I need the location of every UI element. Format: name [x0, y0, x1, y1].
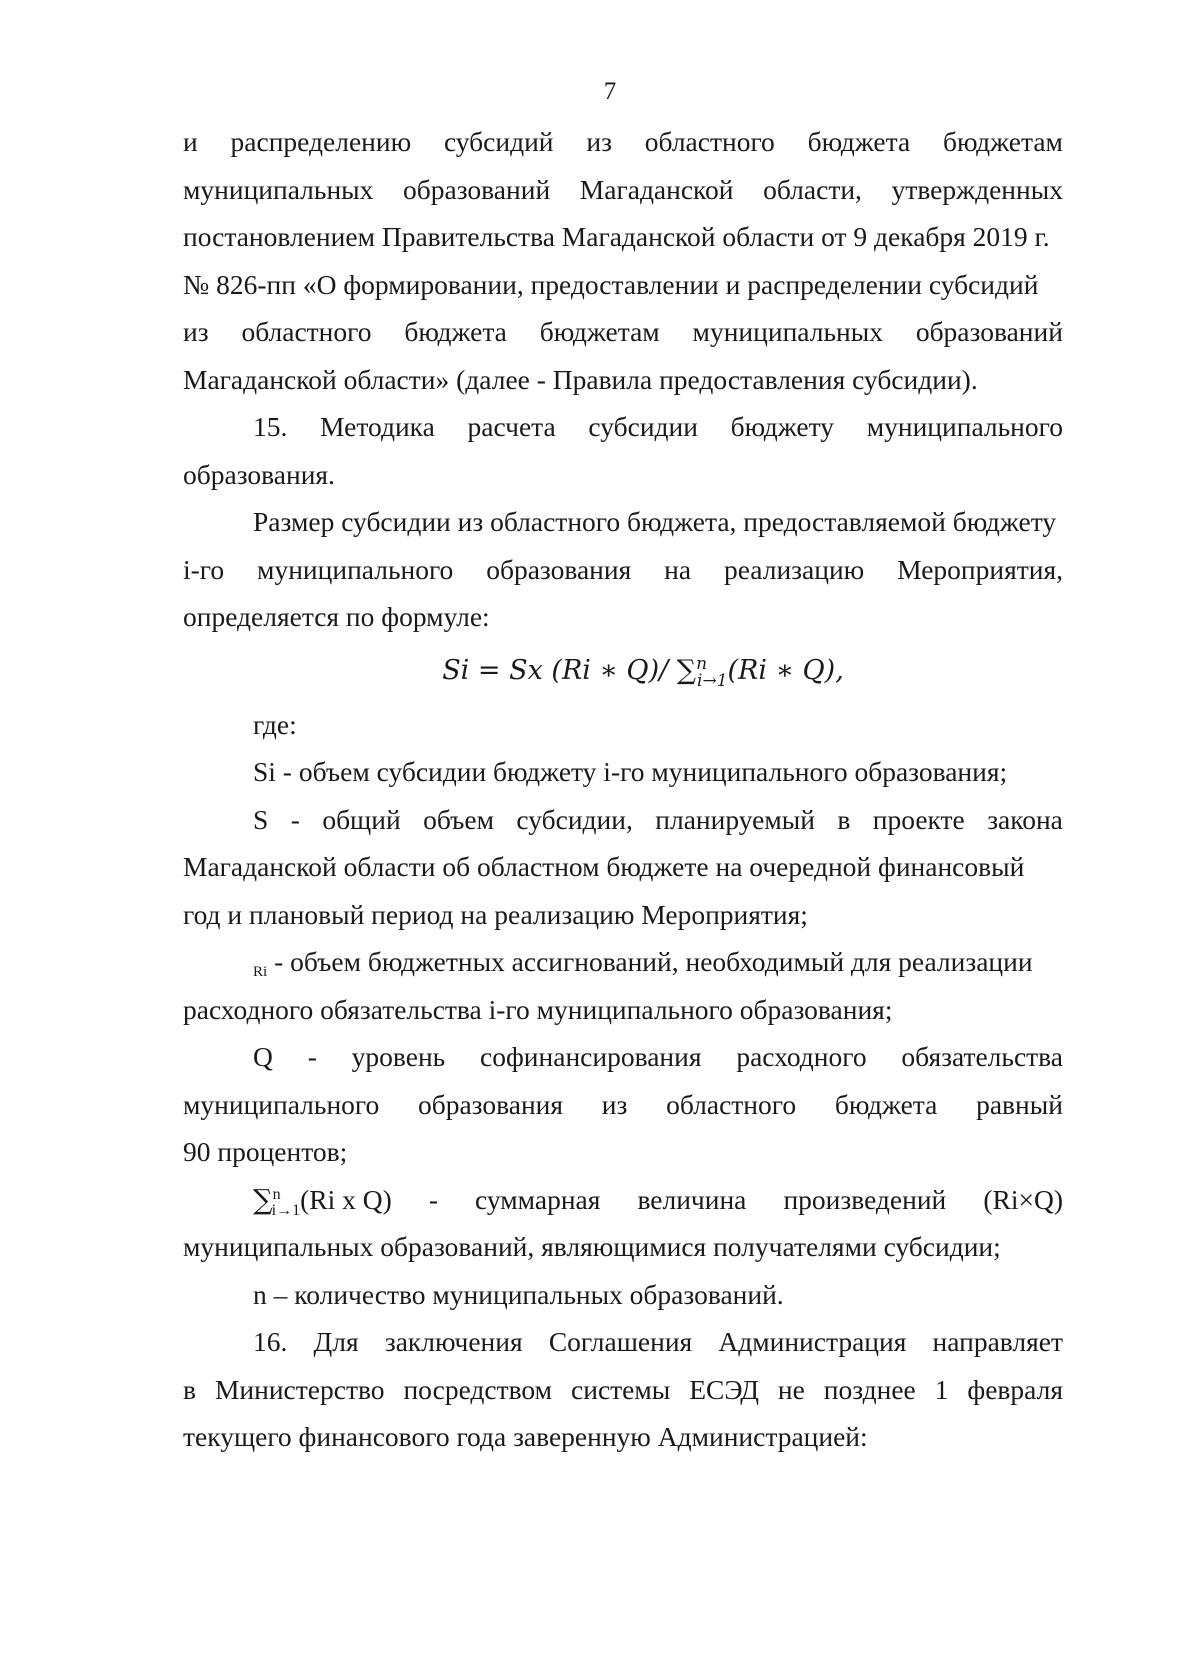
word: объем — [423, 803, 494, 835]
word: и — [183, 126, 198, 157]
word: софинансирования — [480, 1041, 702, 1072]
definition-s — [183, 796, 1063, 844]
page-number: 7 — [603, 78, 617, 105]
word: планируемый — [655, 803, 815, 835]
text-line: № 826-пп «О формировании, предоставлении и распределении субсидий — [183, 268, 1039, 300]
word: Администрация — [718, 1326, 907, 1357]
word: Для — [313, 1326, 359, 1357]
word: субсидий — [443, 126, 554, 157]
formula-sum-lower: i→1 — [697, 670, 728, 691]
formula-right: (Ri ∗ Q), — [727, 654, 844, 686]
word: муниципального — [183, 1088, 380, 1120]
word: суммарная — [475, 1183, 601, 1215]
word: Магаданской — [579, 173, 734, 205]
word: общий — [322, 803, 401, 835]
word: направляет — [932, 1326, 1063, 1357]
word: областного — [241, 316, 372, 347]
word: заключения — [384, 1326, 523, 1357]
word: из — [586, 126, 612, 157]
word: на — [664, 553, 692, 585]
text-line — [183, 308, 1063, 356]
word: - — [307, 1041, 317, 1072]
word: бюджета — [834, 1088, 938, 1120]
word: - — [428, 1183, 438, 1215]
sum-symbol: ∑ — [253, 1183, 273, 1216]
word: позднее — [823, 1373, 916, 1405]
word: в — [837, 803, 851, 835]
word: 15. — [253, 411, 288, 442]
word: расчета — [467, 411, 556, 442]
word: субсидии, — [516, 803, 633, 835]
word: образований — [403, 173, 551, 205]
clause-15-heading — [183, 403, 1063, 451]
ri-symbol: Ri — [253, 964, 268, 980]
definition-n: n – количество муниципальных образований. — [253, 1278, 784, 1310]
text-line: Магаданской области об областном бюджете на очередной финансовый — [183, 851, 1025, 882]
word: областного — [666, 1088, 797, 1120]
text-line — [183, 1081, 1063, 1129]
text-line — [183, 118, 1063, 166]
sum-lower: i→1 — [271, 1201, 301, 1219]
word: субсидии — [588, 411, 698, 442]
word: 16. — [253, 1326, 288, 1357]
word: S — [253, 803, 269, 835]
where-label: где: — [253, 708, 297, 740]
word: бюджетам — [539, 316, 660, 347]
word: бюджета — [807, 126, 911, 157]
word: закона — [987, 803, 1063, 835]
definition-q — [183, 1033, 1063, 1081]
text-line: расходного обязательства i-го муниципального образования; — [183, 993, 893, 1025]
text-line — [183, 546, 1063, 594]
word: i-го — [183, 553, 225, 585]
text-line: 90 процентов; — [183, 1136, 348, 1167]
word: обязательства — [901, 1041, 1063, 1072]
word: Министерство — [214, 1373, 385, 1405]
text-line: Размер субсидии из областного бюджета, предоставляемой бюджету — [253, 506, 1057, 537]
sum-expr: (Ri x Q) — [300, 1183, 392, 1215]
formula-left: Si = Sx (Ri ∗ Q)/ ∑ — [442, 654, 697, 686]
text-line: образования. — [183, 458, 335, 490]
subsidy-formula — [183, 641, 1063, 701]
word: распределению — [230, 126, 412, 157]
word: бюджета — [404, 316, 507, 347]
word: февраля — [967, 1373, 1063, 1405]
word: Q — [253, 1041, 273, 1072]
formula-sum-upper: n — [696, 653, 708, 674]
word: уровень — [351, 1041, 446, 1072]
word: Методика — [320, 411, 435, 442]
word: утвержденных — [891, 173, 1063, 205]
word: системы — [571, 1373, 671, 1405]
text-line: постановлением Правительства Магаданской области от 9 декабря 2019 г. — [183, 221, 1050, 252]
definition-si: Si - объем субсидии бюджету i-го муниципального образования; — [253, 756, 1008, 787]
text-line — [183, 1366, 1063, 1414]
word: не — [777, 1373, 805, 1405]
word: из — [601, 1088, 628, 1120]
word: образований — [915, 316, 1063, 347]
ri-definition-text: - объем бюджетных ассигнований, необходимый для реализации — [267, 946, 1033, 977]
word: равный — [976, 1088, 1063, 1120]
word: бюджетам — [943, 126, 1063, 157]
word: муниципальных — [183, 173, 374, 205]
clause-16 — [183, 1318, 1063, 1366]
word: ЕСЭД — [689, 1373, 759, 1405]
word: в — [183, 1373, 196, 1405]
word: муниципальных — [692, 316, 883, 347]
text-line: определяется по формуле: — [183, 601, 490, 632]
word: из — [183, 316, 209, 347]
word: муниципального — [866, 411, 1063, 442]
word: областного — [644, 126, 775, 157]
text-line — [183, 166, 1063, 214]
word: произведений — [783, 1183, 947, 1215]
word: образования — [486, 553, 632, 585]
word: 1 — [934, 1373, 949, 1405]
word: бюджету — [730, 411, 835, 442]
word: Соглашения — [548, 1326, 693, 1357]
text-line: текущего финансового года заверенную Администрацией: — [183, 1421, 868, 1452]
word: образования — [417, 1088, 564, 1120]
text-line: Магаданской области» (далее - Правила предоставления субсидии). — [183, 363, 978, 395]
word: (Ri×Q) — [983, 1183, 1063, 1215]
document-body — [183, 118, 1063, 1461]
text-line: муниципальных образований, являющимися получателями субсидии; — [183, 1231, 1001, 1262]
word: реализацию — [723, 553, 865, 585]
word: расходного — [736, 1041, 867, 1072]
word: - — [290, 803, 300, 835]
definition-sum — [183, 1176, 1063, 1224]
word: Мероприятия, — [897, 553, 1063, 585]
definition-ri — [183, 938, 1063, 986]
word: величина — [637, 1183, 747, 1215]
word: посредством — [403, 1373, 553, 1405]
word: муниципального — [257, 553, 454, 585]
sum-expression — [253, 1176, 392, 1224]
word: проекте — [872, 803, 965, 835]
sum-upper: n — [272, 1185, 281, 1203]
text-line: год и плановый период на реализацию Мероприятия; — [183, 898, 808, 930]
word: области, — [763, 173, 862, 205]
